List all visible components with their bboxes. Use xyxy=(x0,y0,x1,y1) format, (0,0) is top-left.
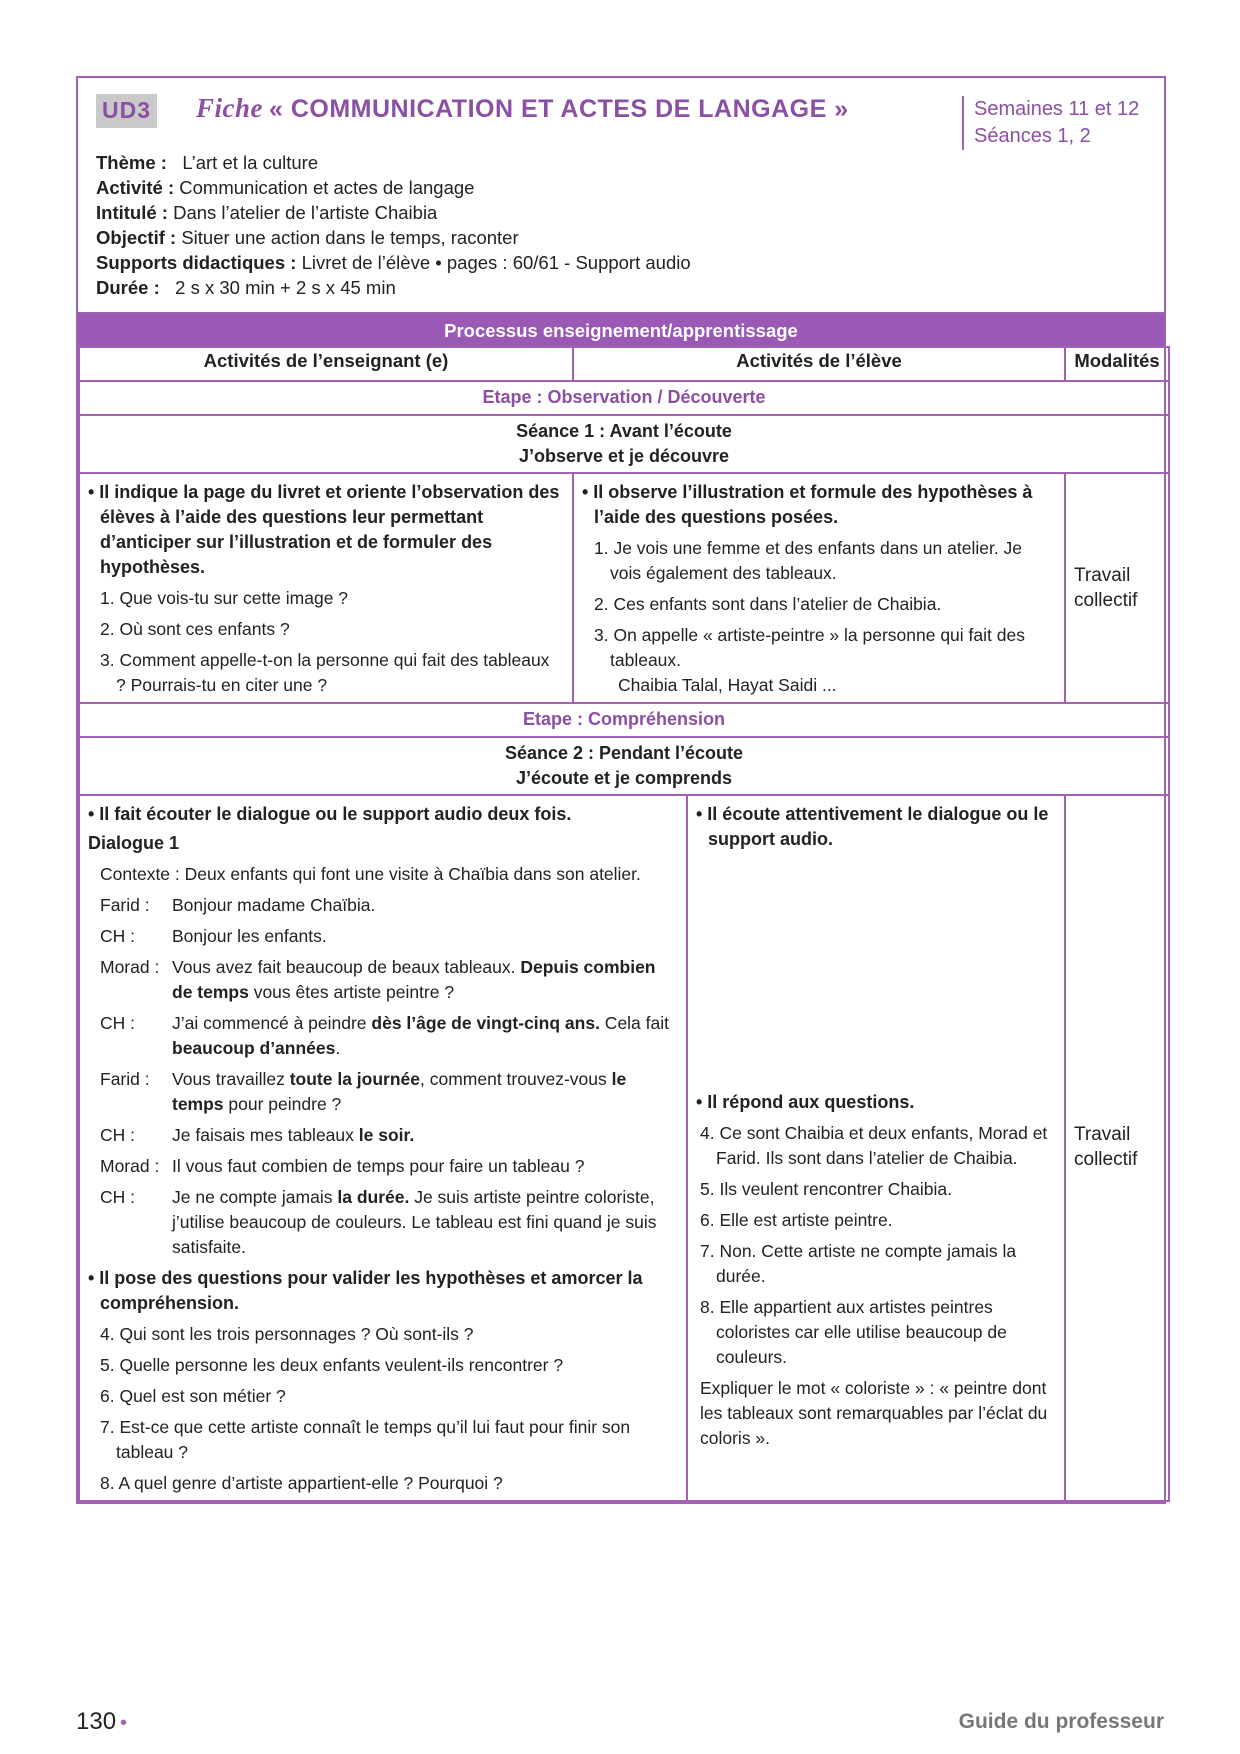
sheet-title xyxy=(196,90,849,127)
question-4: 4. Qui sont les trois personnages ? Où sont-ils ? xyxy=(100,1324,474,1344)
meta-title: Intitulé : Dans l’atelier de l’artiste Chaibia xyxy=(96,202,438,223)
column-headers xyxy=(79,347,1169,381)
stage1-row xyxy=(79,473,1169,703)
teacher-listen-instruction: • Il fait écouter le dialogue ou le support audio deux fois. xyxy=(88,804,572,824)
stage1-student-cell xyxy=(573,473,1065,703)
answer-7: 7. Non. Cette artiste ne compte jamais la durée. xyxy=(700,1241,1017,1286)
meta-activity: Activité : Communication et actes de langage xyxy=(96,177,475,198)
comprehension-table xyxy=(78,702,1170,1502)
seance-1: Séance 1 : Avant l’écoute J’observe et je découvre xyxy=(79,415,1169,473)
meta-duration: Durée : 2 s x 30 min + 2 s x 45 min xyxy=(96,277,396,298)
answer-3: 3. On appelle « artiste-peintre » la personne qui fait des tableaux. xyxy=(594,625,1025,670)
stage2-teacher-cell xyxy=(79,795,687,1501)
title-text: « COMMUNICATION ET ACTES DE LANGAGE » xyxy=(269,95,849,123)
stage-observation: Etape : Observation / Découverte xyxy=(79,381,1169,415)
meta-supports: Supports didactiques : Livret de l’élève • pages : 60/61 - Support audio xyxy=(96,252,691,273)
seance-2: Séance 2 : Pendant l’écoute J’écoute et je comprends xyxy=(79,737,1169,795)
answer-6: 6. Elle est artiste peintre. xyxy=(700,1210,893,1230)
answer-3-examples: Chaibia Talal, Hayat Saidi ... xyxy=(618,675,837,695)
question-8: 8. A quel genre d’artiste appartient-elle ? Pourquoi ? xyxy=(100,1473,503,1493)
meta-theme: Thème : L’art et la culture xyxy=(96,152,319,173)
page-number: 130 • xyxy=(76,1708,128,1735)
dialogue-line: CH : Je ne compte jamais la durée. Je suis artiste peintre coloriste, j’utilise beaucoup de couleurs. Le tableau est fini quand je suis satisfaite. xyxy=(100,1187,657,1257)
activities-table xyxy=(78,346,1170,704)
unit-badge: UD3 xyxy=(96,94,157,128)
dialogue-line: Farid : Bonjour madame Chaïbia. xyxy=(100,895,376,915)
question-1: 1. Que vois-tu sur cette image ? xyxy=(100,588,349,608)
coloriste-explanation: Expliquer le mot « coloriste » : « peintre dont les tableaux sont remarquables par l’éclat du coloris ». xyxy=(700,1378,1048,1448)
sheet-header xyxy=(78,78,1164,312)
lesson-sheet xyxy=(76,76,1166,1504)
question-6: 6. Quel est son métier ? xyxy=(100,1386,286,1406)
guide-label: Guide du professeur xyxy=(958,1710,1164,1733)
student-listen-instruction: • Il écoute attentivement le dialogue ou le support audio. xyxy=(696,804,1049,849)
dialogue-line: CH : J’ai commencé à peindre dès l’âge de vingt-cinq ans. Cela fait beaucoup d’années. xyxy=(100,1013,669,1058)
answer-1: 1. Je vois une femme et des enfants dans un atelier. Je vois également des tableaux. xyxy=(594,538,1023,583)
meta-list xyxy=(96,150,691,300)
stage1-teacher-cell xyxy=(79,473,573,703)
dialogue-line: CH : Bonjour les enfants. xyxy=(100,926,327,946)
dialogue-line: CH : Je faisais mes tableaux le soir. xyxy=(100,1125,415,1145)
answer-4: 4. Ce sont Chaibia et deux enfants, Morad et Farid. Ils sont dans l’atelier de Chaibia. xyxy=(700,1123,1048,1168)
dialogue-line: Morad : Vous avez fait beaucoup de beaux tableaux. Depuis combien de temps vous êtes artiste peintre ? xyxy=(100,957,656,1002)
dialogue-line: Farid : Vous travaillez toute la journée, comment trouvez-vous le temps pour peindre ? xyxy=(100,1069,627,1114)
dialogue-line: Morad : Il vous faut combien de temps pour faire un tableau ? xyxy=(100,1156,585,1176)
title-prefix: Fiche xyxy=(196,93,263,123)
sessions-label: Séances 1, 2 xyxy=(974,125,1091,147)
process-band: Processus enseignement/apprentissage xyxy=(78,312,1164,346)
stage2-student-cell xyxy=(687,795,1065,1501)
stage2-mode-cell: Travail collectif xyxy=(1065,795,1169,1501)
student-answer-instruction: • Il répond aux questions. xyxy=(696,1092,915,1112)
answer-5: 5. Ils veulent rencontrer Chaibia. xyxy=(700,1179,952,1199)
question-3: 3. Comment appelle-t-on la personne qui fait des tableaux ? Pourrais-tu en citer une ? xyxy=(100,650,550,695)
question-2: 2. Où sont ces enfants ? xyxy=(100,619,290,639)
question-5: 5. Quelle personne les deux enfants veulent-ils rencontrer ? xyxy=(100,1355,564,1375)
question-7: 7. Est-ce que cette artiste connaît le temps qu’il lui faut pour finir son tableau ? xyxy=(100,1417,631,1462)
answer-2: 2. Ces enfants sont dans l’atelier de Chaibia. xyxy=(594,594,942,614)
mode-column-header: Modalités xyxy=(1065,347,1169,381)
meta-objective: Objectif : Situer une action dans le temps, raconter xyxy=(96,227,519,248)
teacher-instruction: • Il indique la page du livret et oriente l’observation des élèves à l’aide des questions leur permettant d’anticiper sur l’illustration et de formuler des hypothèses. xyxy=(88,482,560,577)
stage1-mode-cell: Travail collectif xyxy=(1065,473,1169,703)
student-instruction: • Il observe l’illustration et formule des hypothèses à l’aide des questions posées. xyxy=(582,482,1033,527)
teacher-question-instruction: • Il pose des questions pour valider les hypothèses et amorcer la compréhension. xyxy=(88,1268,643,1313)
answer-8: 8. Elle appartient aux artistes peintres coloristes car elle utilise beaucoup de couleurs. xyxy=(700,1297,1007,1367)
stage-comprehension: Etape : Compréhension xyxy=(79,703,1169,737)
teacher-column-header: Activités de l’enseignant (e) xyxy=(79,347,573,381)
weeks-label: Semaines 11 et 12 xyxy=(974,98,1140,120)
bullet-dot: • xyxy=(120,1712,128,1734)
student-column-header: Activités de l’élève xyxy=(573,347,1065,381)
schedule-box xyxy=(962,96,1139,150)
dialogue-title: Dialogue 1 xyxy=(88,833,180,853)
stage2-row xyxy=(79,795,1169,1501)
dialogue-context: Contexte : Deux enfants qui font une visite à Chaïbia dans son atelier. xyxy=(100,864,641,884)
